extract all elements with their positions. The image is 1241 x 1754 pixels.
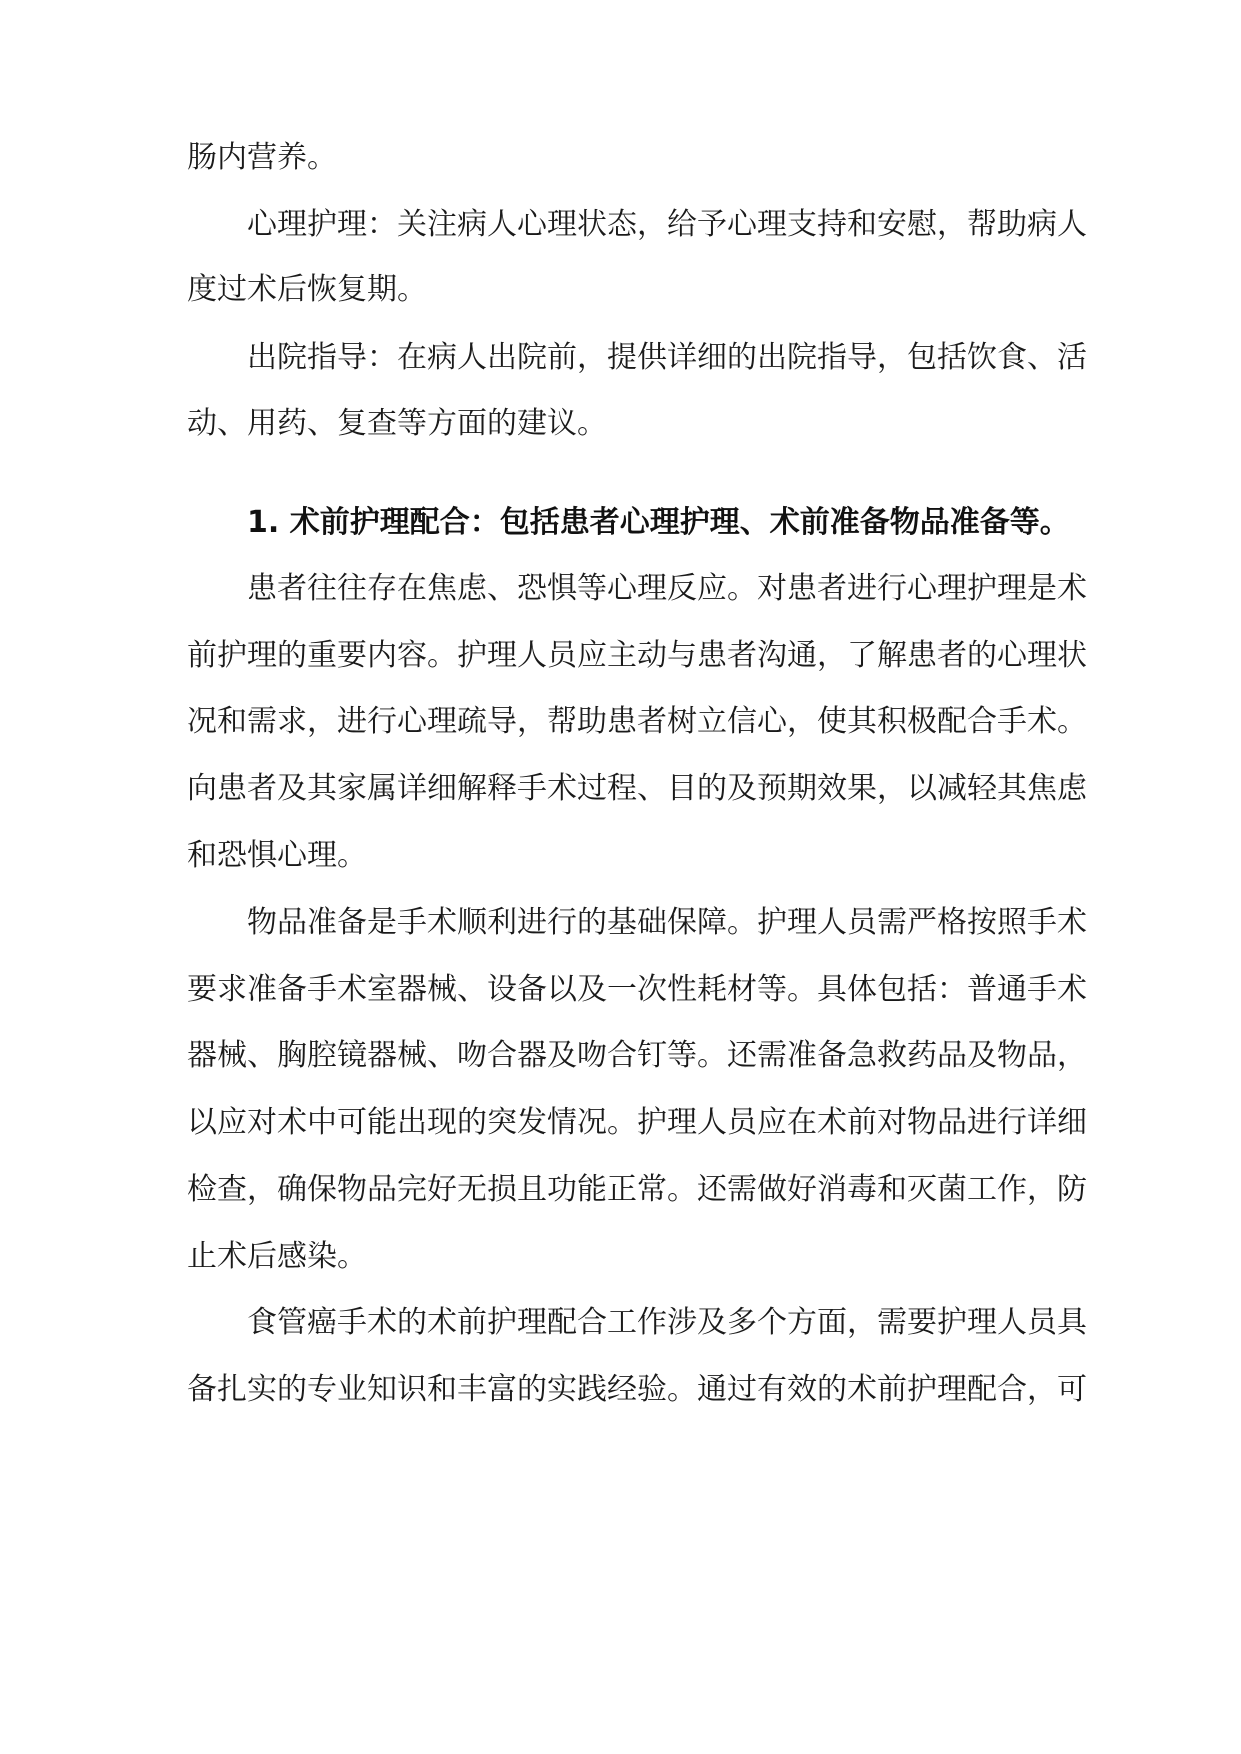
text-line: 况和需求，进行心理疏导，帮助患者树立信心，使其积极配合手术。	[187, 704, 1087, 739]
text-line: 前护理的重要内容。护理人员应主动与患者沟通，了解患者的心理状	[187, 638, 1087, 673]
text-line: 要求准备手术室器械、设备以及一次性耗材等。具体包括：普通手术	[187, 972, 1087, 1007]
text-line: 肠内营养。	[187, 140, 337, 175]
text-line: 食管癌手术的术前护理配合工作涉及多个方面，需要护理人员具	[247, 1305, 1087, 1340]
text-line: 动、用药、复查等方面的建议。	[187, 406, 607, 441]
text-line: 患者往往存在焦虑、恐惧等心理反应。对患者进行心理护理是术	[247, 571, 1087, 606]
text-line: 器械、胸腔镜器械、吻合器及吻合钉等。还需准备急救药品及物品，	[187, 1038, 1087, 1073]
text-line: 止术后感染。	[187, 1239, 367, 1274]
text-line: 心理护理：关注病人心理状态，给予心理支持和安慰，帮助病人	[247, 207, 1087, 242]
text-line: 度过术后恢复期。	[187, 272, 427, 307]
section-heading: 1. 术前护理配合：包括患者心理护理、术前准备物品准备等。	[247, 505, 1070, 540]
text-line: 备扎实的专业知识和丰富的实践经验。通过有效的术前护理配合，可	[187, 1372, 1087, 1407]
text-line: 物品准备是手术顺利进行的基础保障。护理人员需严格按照手术	[247, 905, 1087, 940]
text-line: 检查，确保物品完好无损且功能正常。还需做好消毒和灭菌工作，防	[187, 1172, 1087, 1207]
text-line: 向患者及其家属详细解释手术过程、目的及预期效果，以减轻其焦虑	[187, 771, 1087, 806]
text-line: 以应对术中可能出现的突发情况。护理人员应在术前对物品进行详细	[187, 1105, 1087, 1140]
text-line: 出院指导：在病人出院前，提供详细的出院指导，包括饮食、活	[247, 340, 1087, 375]
text-line: 和恐惧心理。	[187, 838, 367, 873]
